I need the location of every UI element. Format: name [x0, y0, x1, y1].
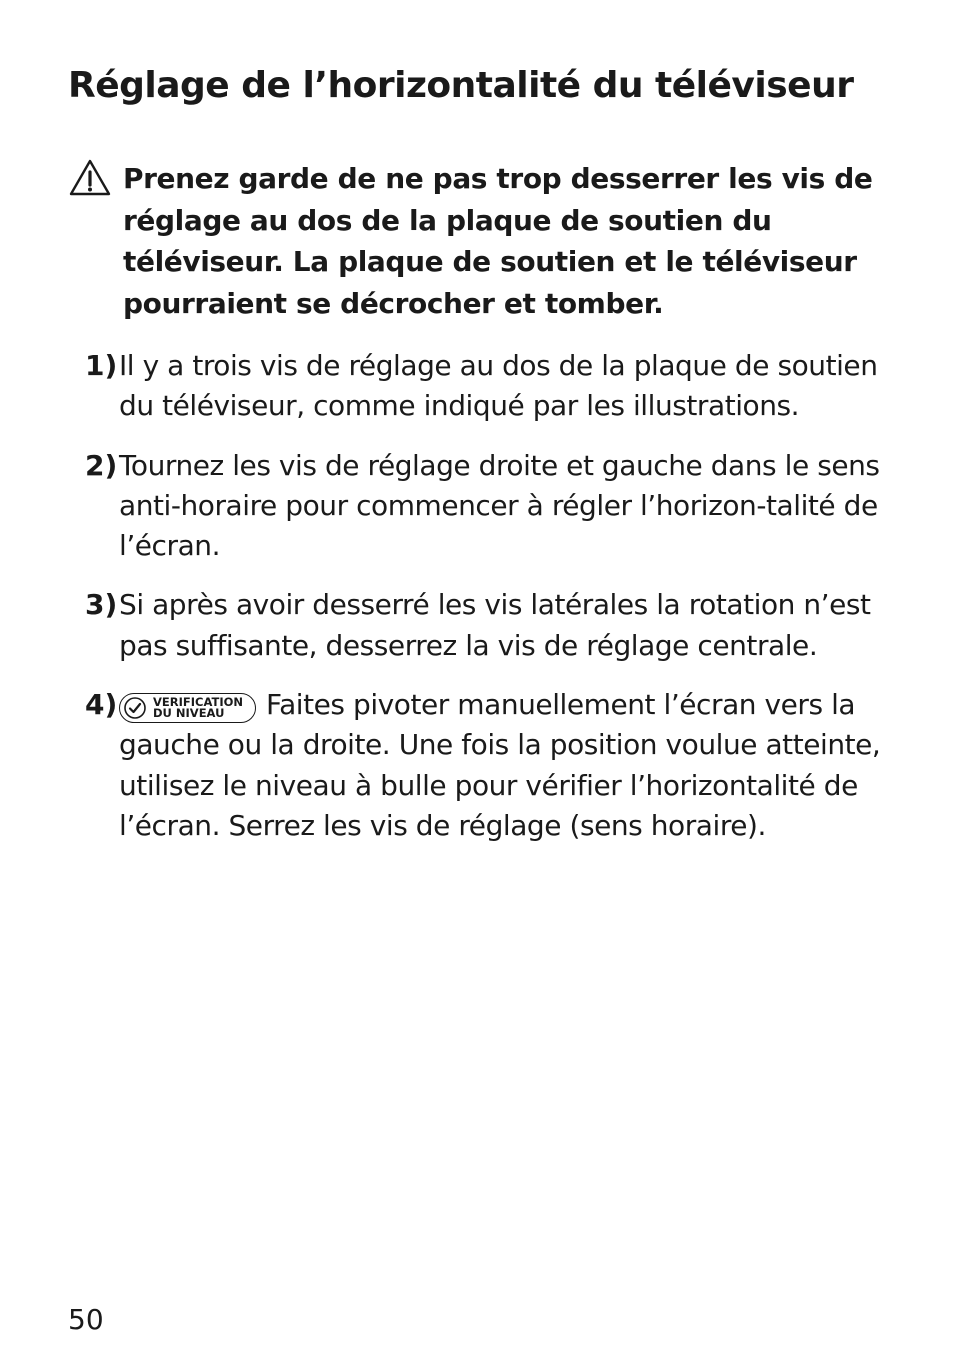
warning-notice — [68, 158, 898, 324]
step-text: Si après avoir desserré les vis latérales la rotation n’est pas suffisante, desserrez la vis de réglage centrale. — [119, 588, 871, 662]
step-item — [85, 446, 915, 567]
steps-list — [85, 346, 915, 865]
step-item — [85, 585, 915, 666]
page-title: Réglage de l’horizontalité du téléviseur — [68, 65, 854, 106]
badge-label — [153, 694, 243, 721]
step-text: Tournez les vis de réglage droite et gauche dans le sens anti-horaire pour commencer à régler l’horizon-talité de l’écran. — [119, 448, 880, 563]
step-number: 1) — [85, 349, 118, 382]
step-number: 3) — [85, 588, 118, 622]
step-item — [85, 685, 915, 846]
step-text-with-badge — [119, 685, 915, 846]
page-number: 50 — [68, 1303, 104, 1336]
step-text: Faites pivoter manuellement l’écran vers la gauche ou la droite. Une fois la position voulue atteinte, utilisez le niveau à bulle pour vérifier l’horizontalité de l’écran. Serrez les vis de réglage (sens horaire). — [119, 688, 881, 842]
step-item — [85, 346, 915, 427]
badge-label-line1: VERIFICATION — [153, 694, 243, 709]
step-number: 2) — [85, 448, 118, 482]
step-number: 4) — [85, 688, 118, 722]
step-text: Il y a trois vis de réglage au dos de la plaque de soutien du téléviseur, comme indiqué par les illustrations. — [119, 349, 878, 423]
level-check-badge — [119, 693, 256, 723]
badge-label-line2: DU NIVEAU — [153, 706, 225, 721]
warning-triangle-icon — [68, 158, 112, 198]
warning-text: Prenez garde de ne pas trop desserrer les vis de réglage au dos de la plaque de soutien du téléviseur. La plaque de soutien et le téléviseur pourraient se décrocher et tomber. — [123, 162, 873, 320]
check-circle-icon — [123, 696, 147, 720]
